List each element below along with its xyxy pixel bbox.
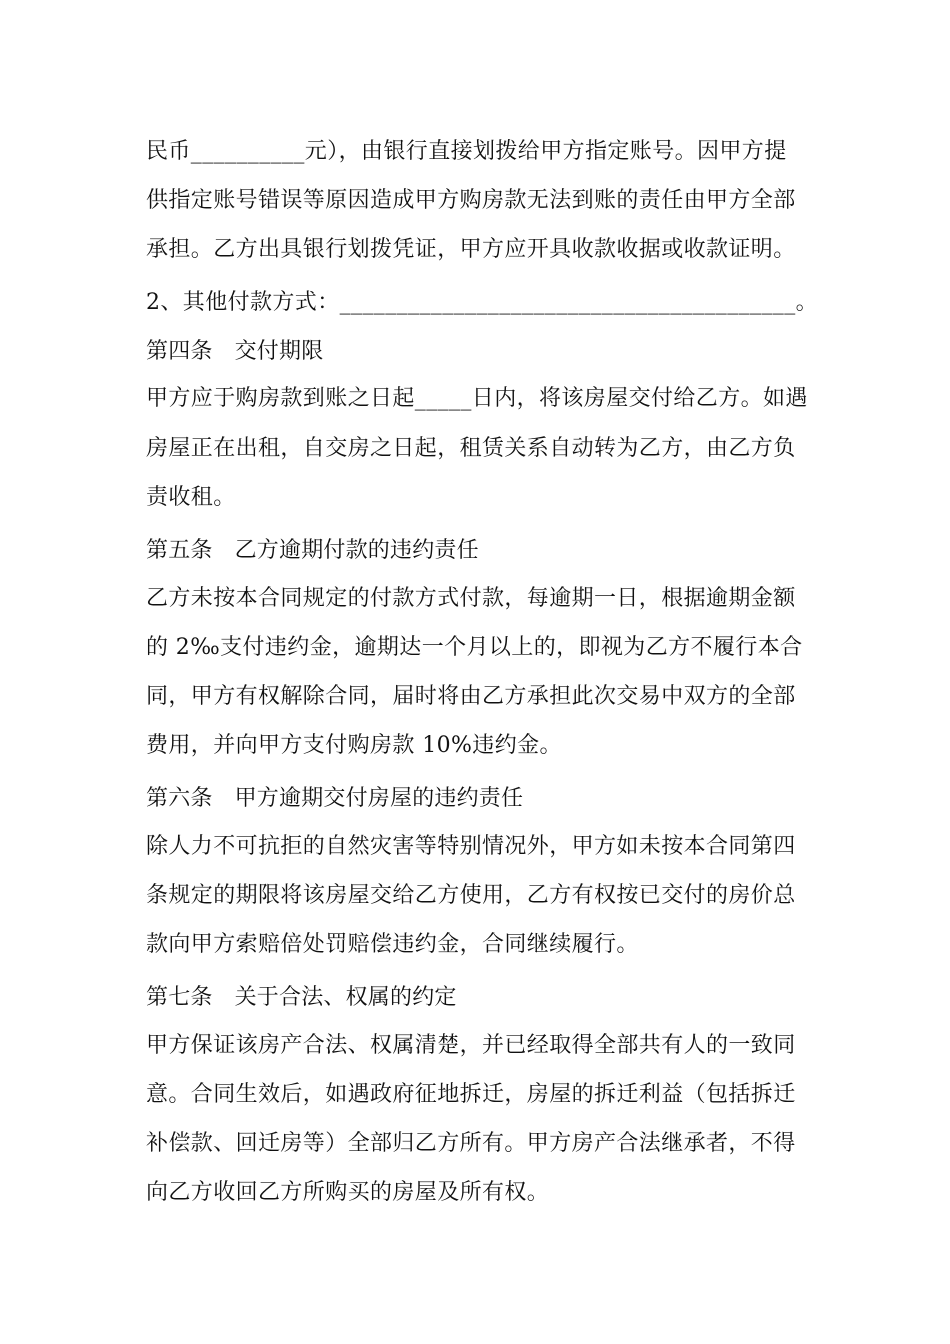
body-line: 供指定账号错误等原因造成甲方购房款无法到账的责任由甲方全部 [146, 188, 796, 213]
body-line: 款向甲方索赔倍处罚赔偿违约金，合同继续履行。 [146, 932, 639, 957]
body-line: 甲方应于购房款到账之日起_____日内，将该房屋交付给乙方。如遇 [146, 386, 808, 411]
body-line: 责收租。 [146, 485, 236, 510]
body-line: 2、其他付款方式：________________________________________。 [146, 290, 818, 315]
article-number: 第七条 [146, 985, 213, 1010]
article-7-heading [146, 981, 810, 1015]
article-5-heading [146, 534, 810, 568]
article-number: 第五条 [146, 538, 213, 563]
body-line: 向乙方收回乙方所购买的房屋及所有权。 [146, 1180, 550, 1205]
article-number: 第六条 [146, 786, 213, 811]
body-line: 乙方未按本合同规定的付款方式付款，每逾期一日，根据逾期金额 [146, 586, 796, 611]
article-4-heading [146, 335, 810, 369]
body-line: 民币__________元），由银行直接划拨给甲方指定账号。因甲方提 [146, 139, 787, 164]
article-title: 乙方逾期付款的违约责任 [234, 538, 479, 563]
body-line: 的 2‰支付违约金，逾期达一个月以上的，即视为乙方不履行本合 [146, 635, 803, 660]
article-number: 第四条 [146, 339, 213, 364]
body-line: 同，甲方有权解除合同，届时将由乙方承担此次交易中双方的全部 [146, 684, 796, 709]
body-line: 条规定的期限将该房屋交给乙方使用，乙方有权按已交付的房价总 [146, 883, 796, 908]
body-line: 除人力不可抗拒的自然灾害等特别情况外，甲方如未按本合同第四 [146, 834, 796, 859]
body-line: 承担。乙方出具银行划拨凭证，甲方应开具收款收据或收款证明。 [146, 237, 796, 262]
body-line: 房屋正在出租，自交房之日起，租赁关系自动转为乙方，由乙方负 [146, 436, 796, 461]
article-6-heading [146, 782, 810, 816]
article-title: 甲方逾期交付房屋的违约责任 [234, 786, 524, 811]
body-line: 费用，并向甲方支付购房款 10%违约金。 [146, 733, 562, 758]
article-title: 关于合法、权属的约定 [234, 985, 457, 1010]
body-line: 甲方保证该房产合法、权属清楚，并已经取得全部共有人的一致同 [146, 1033, 796, 1058]
article-title: 交付期限 [234, 339, 324, 364]
body-line: 意。合同生效后，如遇政府征地拆迁，房屋的拆迁利益（包括拆迁 [146, 1082, 796, 1107]
body-line: 补偿款、回迁房等）全部归乙方所有。甲方房产合法继承者，不得 [146, 1131, 796, 1156]
